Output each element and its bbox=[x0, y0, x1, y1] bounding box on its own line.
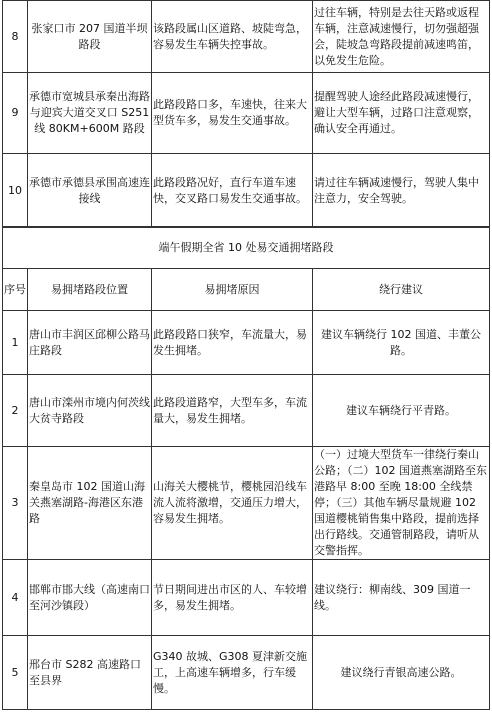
road-location: 唐山市丰润区邱柳公路马庄路段 bbox=[28, 311, 152, 375]
header-advice: 绕行建议 bbox=[313, 269, 490, 311]
table-row bbox=[3, 375, 490, 447]
row-number: 1 bbox=[3, 311, 28, 375]
road-location: 承德市宽城县承秦出海路与迎宾大道交叉口 S251 线 80KM+600M 路段 bbox=[28, 73, 152, 154]
table-row bbox=[3, 73, 490, 154]
row-number: 8 bbox=[3, 1, 28, 73]
header-number: 序号 bbox=[3, 269, 28, 311]
detour-advice: 建议绕行青银高速公路。 bbox=[313, 636, 490, 710]
row-number: 4 bbox=[3, 560, 28, 636]
table-title-row bbox=[3, 227, 490, 269]
road-location: 承德市承德县承围高速连接线 bbox=[28, 154, 152, 228]
detour-advice: 建议绕行：柳南线、309 国道一线。 bbox=[313, 560, 490, 636]
detour-advice: 建议车辆绕行平青路。 bbox=[313, 375, 490, 447]
table-row bbox=[3, 311, 490, 375]
row-number: 10 bbox=[3, 154, 28, 228]
detour-advice: （一）过境大型货车一律绕行秦山公路；（二）102 国道燕塞湖路至东港路早 8:00 至晚 18:00 全线禁停；（三）其他车辆尽量规避 102 国道樱桃销售集中路段，提前选择出行路线。交通管制路段，请听从交警指挥。 bbox=[313, 447, 490, 560]
table-row bbox=[3, 1, 490, 73]
driving-advice: 过往车辆，特别是去往天路或返程车辆，注意减速慢行，切勿强超强会，陡坡急弯路段提前减速鸣笛，以免发生危险。 bbox=[313, 1, 490, 73]
road-location: 秦皇岛市 102 国道山海关燕塞湖路-海港区东港路 bbox=[28, 447, 152, 560]
congestion-reason: 节日期间进出市区的人、车较增多，易发生拥堵。 bbox=[152, 560, 313, 636]
road-location: 张家口市 207 国道半坝路段 bbox=[28, 1, 152, 73]
header-location: 易拥堵路段位置 bbox=[28, 269, 152, 311]
hazard-reason: 该路段属山区道路、坡陡弯急，容易发生车辆失控事故。 bbox=[152, 1, 313, 73]
table-row bbox=[3, 560, 490, 636]
congestion-reason: G340 故城、G308 夏津新交施工，上高速车辆增多，行车缓慢。 bbox=[152, 636, 313, 710]
congestion-reason: 此路段路口狭窄，车流量大，易发生拥堵。 bbox=[152, 311, 313, 375]
header-reason: 易拥堵原因 bbox=[152, 269, 313, 311]
row-number: 5 bbox=[3, 636, 28, 710]
detour-advice: 建议车辆绕行 102 国道、丰董公路。 bbox=[313, 311, 490, 375]
table-row bbox=[3, 636, 490, 710]
congestion-roads-table bbox=[2, 226, 490, 710]
congestion-reason: 此路段道路窄，大型车多，车流量大，易发生拥堵。 bbox=[152, 375, 313, 447]
table-header-row bbox=[3, 269, 490, 311]
driving-advice: 提醒驾驶人途经此路段减速慢行，避让大型车辆，过路口注意观察，确认安全再通过。 bbox=[313, 73, 490, 154]
road-location: 邢台市 S282 高速路口至县界 bbox=[28, 636, 152, 710]
road-location: 唐山市滦州市境内何茨线大贫寺路段 bbox=[28, 375, 152, 447]
hazard-reason: 此路段路况好，直行车道车速快，交叉路口易发生交通事故。 bbox=[152, 154, 313, 228]
row-number: 2 bbox=[3, 375, 28, 447]
table-title: 端午假期全省 10 处易交通拥堵路段 bbox=[3, 227, 490, 269]
table-row bbox=[3, 154, 490, 228]
driving-advice: 请过往车辆减速慢行，驾驶人集中注意力，安全驾驶。 bbox=[313, 154, 490, 228]
table-row bbox=[3, 447, 490, 560]
row-number: 3 bbox=[3, 447, 28, 560]
road-location: 邯郸市邯大线（高速南口至河沙镇段） bbox=[28, 560, 152, 636]
congestion-reason: 山海关大樱桃节，樱桃园沿线车流人流将激增，交通压力增大，容易发生拥堵。 bbox=[152, 447, 313, 560]
hazard-roads-table-continued bbox=[2, 0, 490, 228]
hazard-reason: 此路段路口多，车速快，往来大型货车多，易发生交通事故。 bbox=[152, 73, 313, 154]
row-number: 9 bbox=[3, 73, 28, 154]
